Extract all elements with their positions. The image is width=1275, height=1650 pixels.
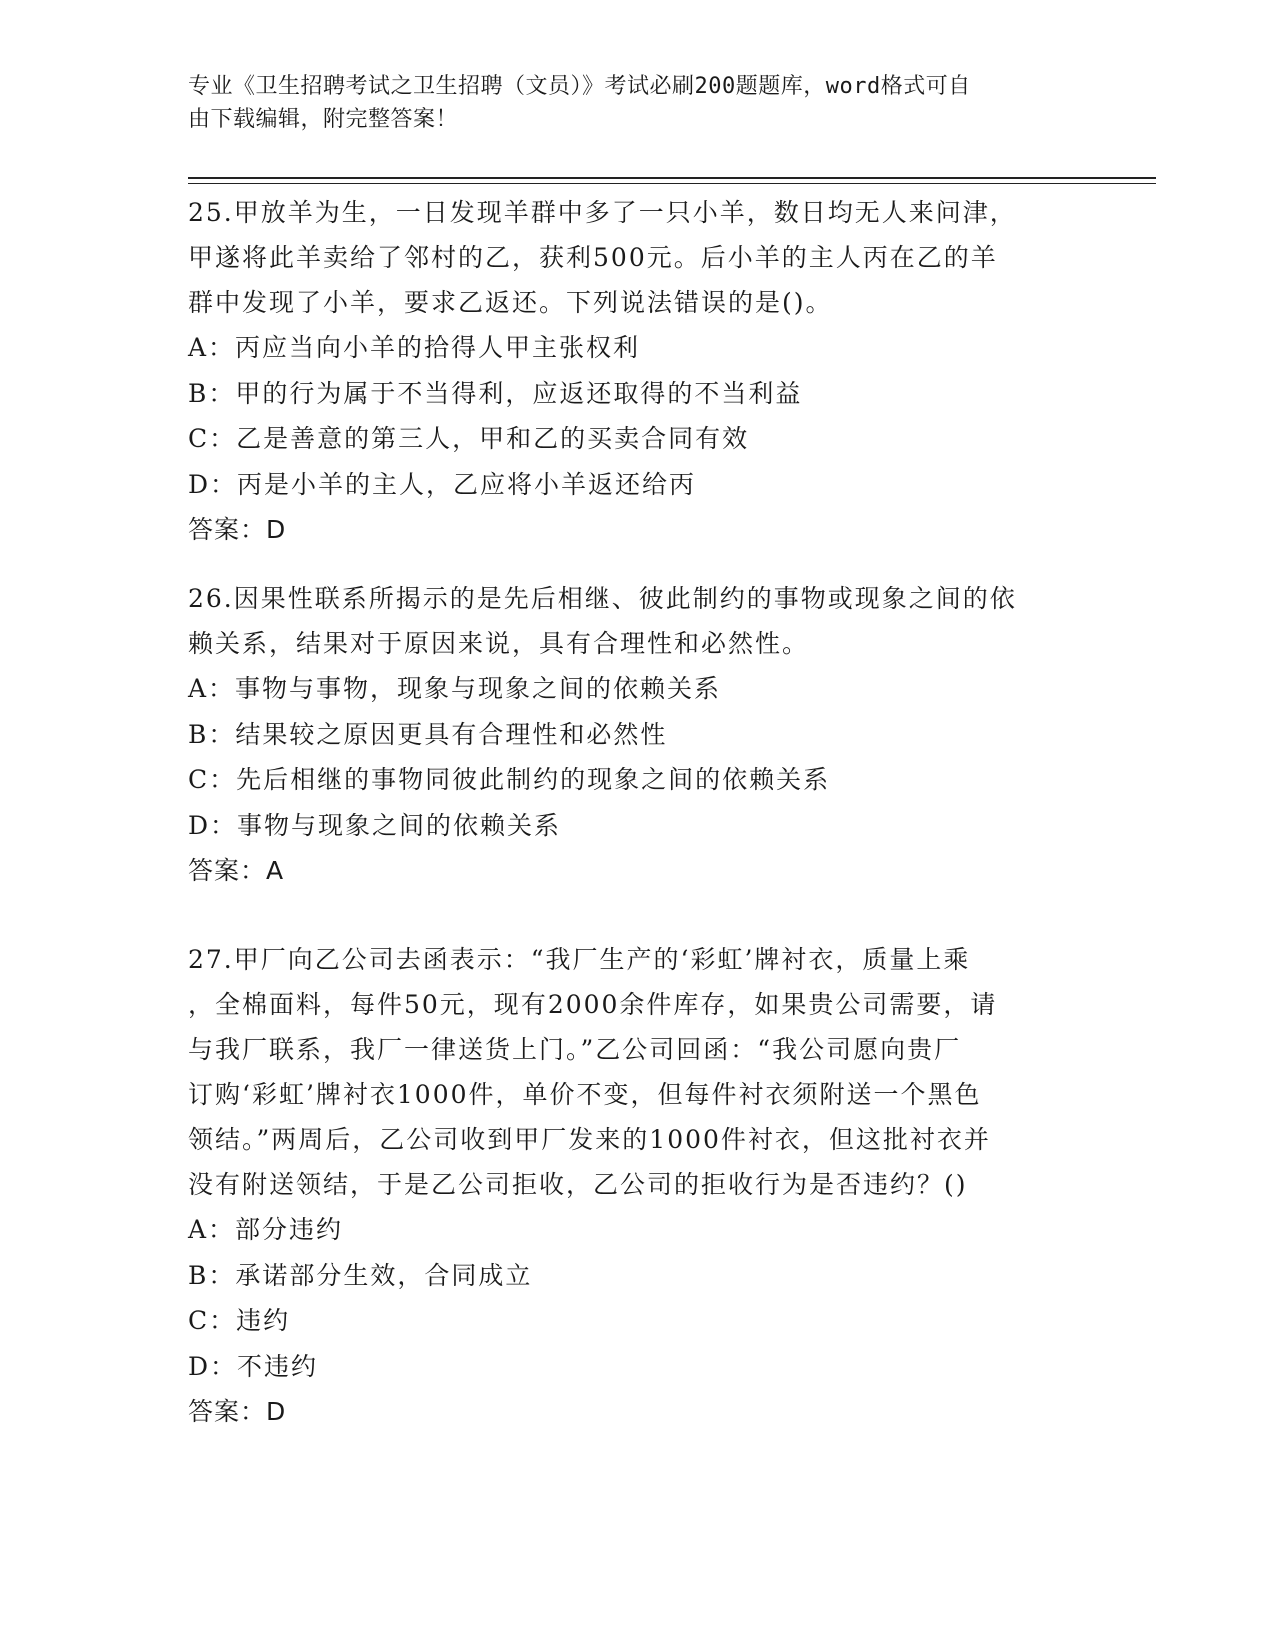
question-stem-line: 领结。”两周后，乙公司收到甲厂发来的1000件衬衣，但这批衬衣并 [188, 1125, 991, 1154]
question-27 [188, 937, 1068, 1434]
document-header [188, 70, 1068, 136]
question-stem-line: 与我厂联系，我厂一律送货上门。”乙公司回函：“我公司愿向贵厂 [188, 1035, 962, 1064]
answer-line: 答案：D [188, 515, 287, 544]
question-stem-line: 26.因果性联系所揭示的是先后相继、彼此制约的事物或现象之间的依 [188, 584, 1017, 613]
question-stem-line: ，全棉面料，每件50元，现有2000余件库存，如果贵公司需要，请 [188, 990, 998, 1019]
header-divider-thick [188, 177, 1156, 179]
option-c: C：违约 [188, 1306, 291, 1335]
question-26 [188, 576, 1068, 893]
question-stem-line: 订购‘彩虹’牌衬衣1000件，单价不变，但每件衬衣须附送一个黑色 [188, 1080, 982, 1109]
question-25 [188, 190, 1068, 552]
header-line-1: 专业《卫生招聘考试之卫生招聘（文员）》考试必刷200题题库，word格式可自 [188, 74, 971, 99]
option-d: D：丙是小羊的主人，乙应将小羊返还给丙 [188, 469, 697, 499]
option-c: C：乙是善意的第三人，甲和乙的买卖合同有效 [188, 424, 750, 453]
option-b: B：承诺部分生效，合同成立 [188, 1260, 533, 1290]
question-stem-line: 群中发现了小羊，要求乙返还。下列说法错误的是()。 [188, 288, 833, 317]
answer-line: 答案：A [188, 856, 285, 885]
option-a: A：事物与事物，现象与现象之间的依赖关系 [188, 674, 722, 703]
option-c: C：先后相继的事物同彼此制约的现象之间的依赖关系 [188, 765, 831, 794]
question-stem-line: 没有附送领结，于是乙公司拒收，乙公司的拒收行为是否违约？() [188, 1170, 968, 1199]
option-a: A：丙应当向小羊的拾得人甲主张权利 [188, 333, 641, 362]
header-line-2: 由下载编辑，附完整答案！ [188, 107, 459, 132]
question-stem-line: 赖关系，结果对于原因来说，具有合理性和必然性。 [188, 629, 810, 658]
question-stem-line: 25.甲放羊为生，一日发现羊群中多了一只小羊，数日均无人来问津， [188, 198, 1017, 227]
option-d: D：事物与现象之间的依赖关系 [188, 810, 562, 840]
option-b: B：甲的行为属于不当得利，应返还取得的不当利益 [188, 378, 803, 408]
option-a: A：部分违约 [188, 1215, 344, 1244]
question-stem-line: 甲遂将此羊卖给了邻村的乙，获利500元。后小羊的主人丙在乙的羊 [188, 243, 998, 272]
option-b: B：结果较之原因更具有合理性和必然性 [188, 719, 668, 749]
question-stem-line: 27.甲厂向乙公司去函表示：“我厂生产的‘彩虹’牌衬衣，质量上乘 [188, 945, 971, 974]
answer-line: 答案：D [188, 1397, 287, 1426]
option-d: D：不违约 [188, 1351, 319, 1381]
header-divider-thin [188, 183, 1156, 184]
